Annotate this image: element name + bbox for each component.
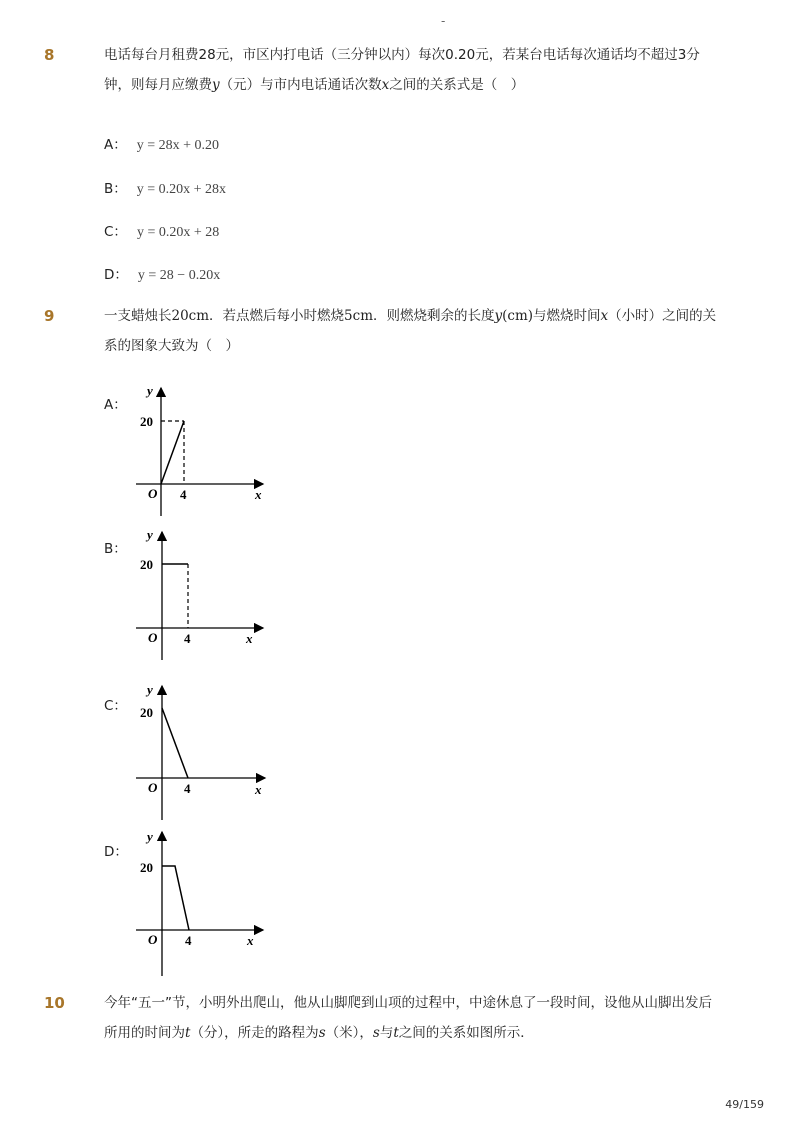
graph-line bbox=[162, 866, 189, 930]
x-axis-label: x bbox=[247, 933, 254, 948]
origin-label: O bbox=[148, 780, 158, 795]
option-expression: y = 28x + 0.20 bbox=[136, 138, 220, 153]
q8-text-part: （元）与市内电话通话次数 bbox=[219, 77, 382, 93]
q8-text-part: 之间的关系式是（ ） bbox=[389, 77, 525, 93]
q9-text-part: （小时）之间的关系的图象大致为（ ） bbox=[104, 308, 717, 354]
option-letter: C： bbox=[104, 224, 127, 240]
q8-option-a[interactable] bbox=[104, 133, 219, 154]
origin-label: O bbox=[148, 932, 158, 947]
y-tick-label: 20 bbox=[140, 414, 153, 429]
origin-label: O bbox=[148, 630, 158, 645]
graph-line bbox=[161, 421, 184, 484]
question-number-10: 10 bbox=[44, 994, 65, 1012]
q9-var-y: y bbox=[494, 308, 503, 324]
q8-var-x: x bbox=[381, 77, 390, 93]
y-tick-label: 20 bbox=[140, 557, 153, 572]
q8-option-c[interactable] bbox=[104, 220, 219, 241]
q9-text-part: 一支蜡烛长 bbox=[104, 308, 172, 324]
q9-unit: (cm) bbox=[502, 308, 534, 324]
q10-text-part: 今年“五一”节，小明外出爬山，他从山脚爬到山项的过程中，中途休息了一段时间，设他从山脚出发后所用的时间为 bbox=[104, 995, 712, 1041]
x-axis-label: x bbox=[246, 631, 253, 646]
q10-var-t: t bbox=[185, 1025, 191, 1041]
question-number-8: 8 bbox=[44, 46, 55, 64]
q9-var-x: x bbox=[600, 308, 609, 324]
option-expression: y = 0.20x + 28 bbox=[136, 225, 220, 240]
q8-text-part: 电话每台月租费28元，市区内打电话（三分钟以内）每次0.20元，若某台电话每次通话均不超过3分钟，则每月应缴费 bbox=[104, 47, 700, 93]
option-letter: A： bbox=[104, 137, 127, 153]
x-axis-label: x bbox=[255, 782, 262, 797]
q9-text-part: ．则燃烧剩余的长度 bbox=[373, 308, 495, 324]
origin-label: O bbox=[148, 486, 158, 501]
y-axis-label: y bbox=[147, 829, 153, 844]
option-letter: D： bbox=[104, 267, 128, 283]
option-expression: y = 28 − 0.20x bbox=[137, 268, 221, 283]
x-tick-label: 4 bbox=[180, 487, 187, 502]
question-10-text bbox=[104, 988, 724, 1048]
q9-option-a-label[interactable]: A： bbox=[104, 397, 127, 413]
q9-text-part: 与燃烧时间 bbox=[533, 308, 601, 324]
q10-text-part: （分），所走的路程为 bbox=[190, 1025, 319, 1041]
q9-option-b-graph[interactable] bbox=[130, 522, 270, 666]
graph-line bbox=[162, 708, 188, 778]
y-axis-label: y bbox=[147, 682, 153, 697]
option-expression: y = 0.20x + 28x bbox=[136, 182, 227, 197]
q8-option-b[interactable] bbox=[104, 177, 226, 198]
q10-text-part: （米）， bbox=[325, 1025, 373, 1041]
q9-value: 20cm bbox=[171, 308, 210, 324]
page-number: 49/159 bbox=[725, 1098, 764, 1111]
y-axis-label: y bbox=[147, 383, 153, 398]
q9-text-part: ．若点燃后每小时燃烧 bbox=[209, 308, 345, 324]
q9-option-a-graph[interactable] bbox=[130, 378, 270, 522]
q9-option-d-label[interactable]: D： bbox=[104, 844, 128, 860]
q10-var-t: t bbox=[393, 1025, 399, 1041]
x-axis-label: x bbox=[255, 487, 262, 502]
q9-option-d-graph[interactable] bbox=[130, 826, 270, 982]
option-letter: B： bbox=[104, 181, 127, 197]
q9-option-b-label[interactable]: B： bbox=[104, 541, 127, 557]
q9-value: 5cm bbox=[344, 308, 373, 324]
question-8-text bbox=[104, 40, 724, 100]
x-tick-label: 4 bbox=[184, 781, 191, 796]
q10-text-part: 与 bbox=[379, 1025, 394, 1041]
q8-option-d[interactable] bbox=[104, 263, 220, 284]
q9-option-c-graph[interactable] bbox=[130, 682, 270, 826]
top-mark: - bbox=[441, 14, 446, 28]
q8-var-y: y bbox=[212, 77, 220, 93]
x-tick-label: 4 bbox=[184, 631, 191, 646]
y-tick-label: 20 bbox=[140, 705, 153, 720]
question-9-text bbox=[104, 301, 724, 361]
q10-var-s: s bbox=[372, 1025, 380, 1041]
y-tick-label: 20 bbox=[140, 860, 153, 875]
y-axis-label: y bbox=[147, 527, 153, 542]
q10-text-part: 之间的关系如图所示． bbox=[398, 1025, 534, 1041]
q10-var-s: s bbox=[318, 1025, 326, 1041]
x-tick-label: 4 bbox=[185, 933, 192, 948]
q9-option-c-label[interactable]: C： bbox=[104, 698, 127, 714]
question-number-9: 9 bbox=[44, 307, 55, 325]
